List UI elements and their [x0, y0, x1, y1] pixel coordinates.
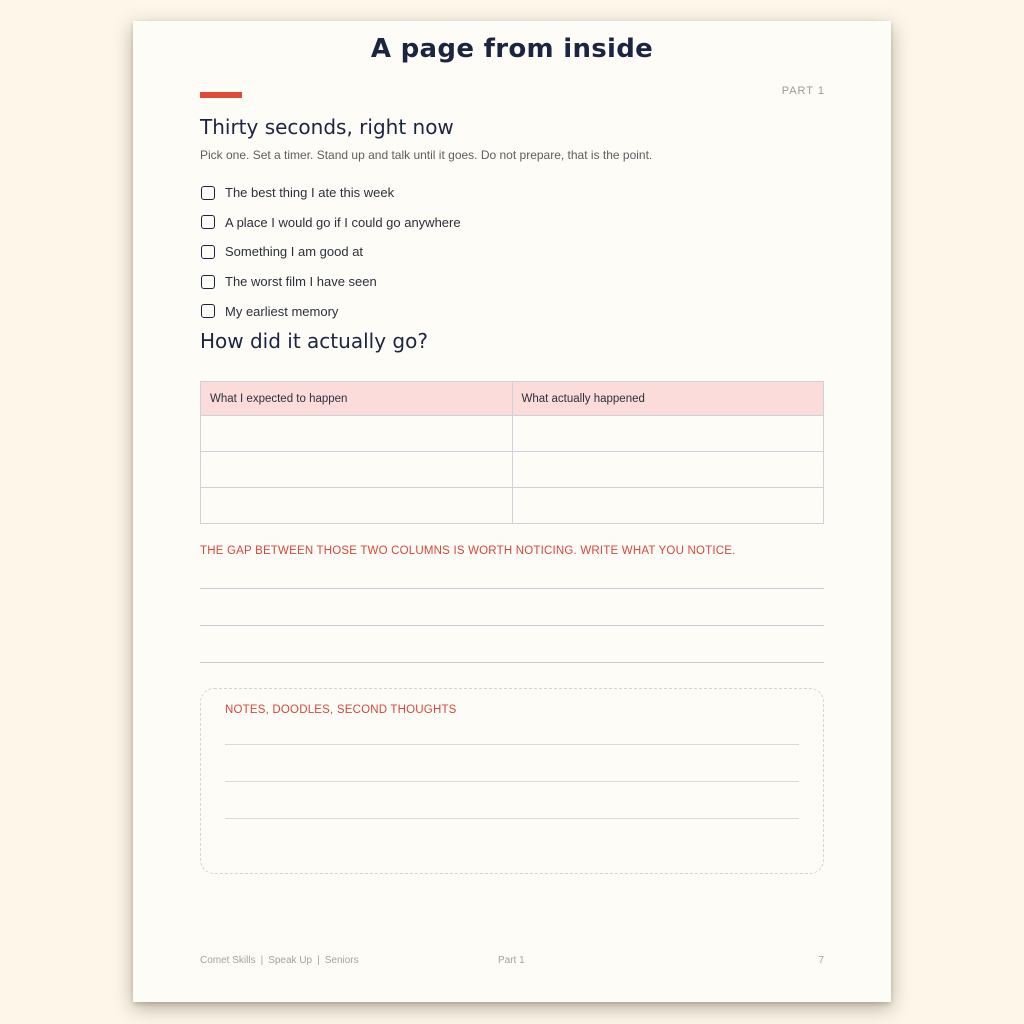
checklist-label: Something I am good at: [225, 244, 364, 260]
writing-line[interactable]: [200, 588, 824, 589]
column-header-actual: What actually happened: [512, 382, 824, 416]
table-cell-actual[interactable]: [512, 452, 824, 488]
table-row: [201, 488, 824, 524]
table-cell-expected[interactable]: [201, 452, 513, 488]
checklist-item[interactable]: [201, 267, 461, 297]
notes-line: [225, 818, 799, 819]
table-cell-expected[interactable]: [201, 488, 513, 524]
page-title: A page from inside: [370, 34, 654, 64]
footer-separator: |: [317, 955, 320, 966]
footer-part: Part 1: [498, 955, 525, 966]
footer-brand: Comet Skills: [200, 955, 256, 966]
footer-page-number: 7: [818, 955, 824, 966]
notes-line: [225, 744, 799, 745]
writing-line[interactable]: [200, 625, 824, 626]
comparison-table: [200, 381, 824, 524]
checkbox[interactable]: [201, 245, 215, 259]
checkbox[interactable]: [201, 186, 215, 200]
checklist-label: The worst film I have seen: [225, 274, 377, 290]
column-header-expected: What I expected to happen: [201, 382, 513, 416]
checklist-item[interactable]: [201, 208, 461, 238]
topic-checklist: [201, 178, 461, 326]
notes-box[interactable]: [200, 688, 824, 874]
section-heading-how-did-it-go: How did it actually go?: [200, 329, 428, 353]
footer-breadcrumb: [200, 955, 359, 966]
checklist-label: A place I would go if I could go anywhere: [225, 214, 461, 230]
table-cell-expected[interactable]: [201, 416, 513, 452]
table-cell-actual[interactable]: [512, 488, 824, 524]
checklist-item[interactable]: [201, 178, 461, 208]
notes-line: [225, 781, 799, 782]
checklist-label: My earliest memory: [225, 303, 339, 319]
checklist-label: The best thing I ate this week: [225, 185, 395, 201]
footer-course: Speak Up: [268, 955, 313, 966]
table-row: [201, 452, 824, 488]
checkbox[interactable]: [201, 215, 215, 229]
writing-line[interactable]: [200, 662, 824, 663]
reflection-prompt: THE GAP BETWEEN THOSE TWO COLUMNS IS WORTH NOTICING. WRITE WHAT YOU NOTICE.: [200, 545, 736, 557]
part-label: PART 1: [781, 85, 825, 97]
table-row: [201, 416, 824, 452]
footer-audience: Seniors: [324, 955, 359, 966]
notes-label: NOTES, DOODLES, SECOND THOUGHTS: [225, 704, 457, 716]
checkbox[interactable]: [201, 304, 215, 318]
instruction-text: Pick one. Set a timer. Stand up and talk until it goes. Do not prepare, that is the point.: [200, 148, 653, 162]
worksheet-page: [133, 21, 891, 1002]
section-heading-thirty-seconds: Thirty seconds, right now: [200, 115, 454, 139]
table-header-row: [201, 382, 824, 416]
footer-separator: |: [260, 955, 264, 966]
accent-bar: [200, 92, 242, 98]
table-cell-actual[interactable]: [512, 416, 824, 452]
checkbox[interactable]: [201, 275, 215, 289]
checklist-item[interactable]: [201, 237, 461, 267]
checklist-item[interactable]: [201, 296, 461, 326]
